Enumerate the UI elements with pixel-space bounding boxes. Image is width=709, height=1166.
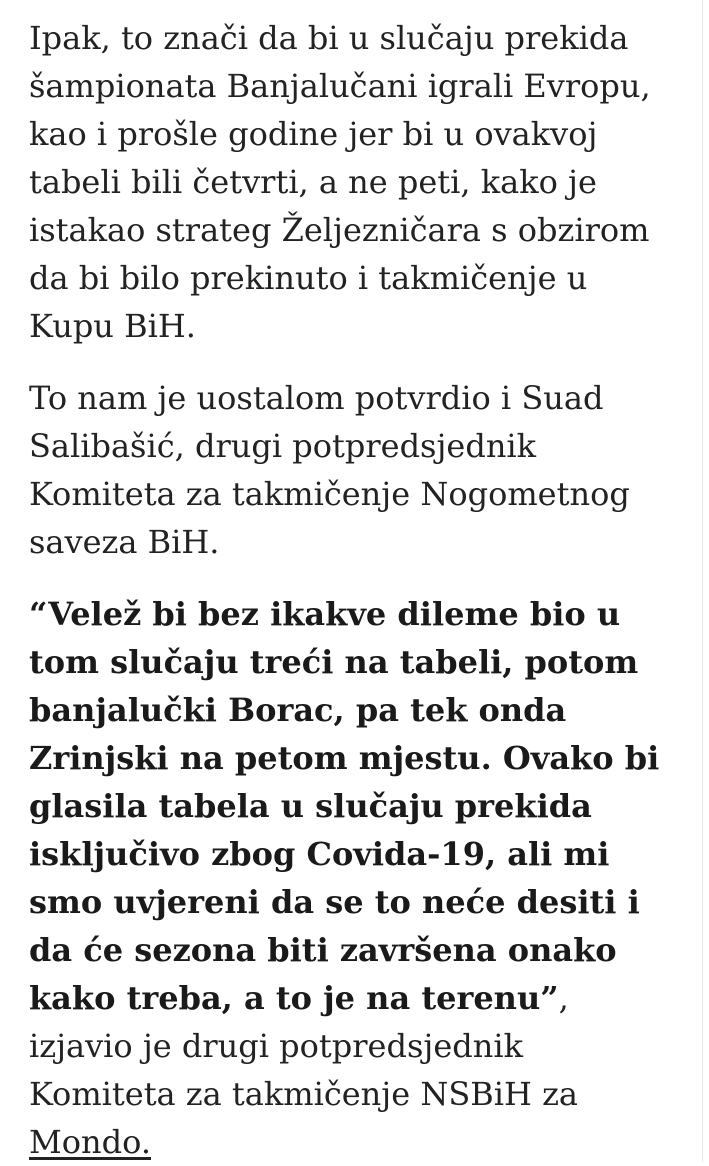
quote-text: “Velež bi bez ikakve dileme bio u tom slučaju treći na tabeli, potom banjalučki Borac, pa tek onda Zrinjski na petom mjestu. Ovako bi glasila tabela u slučaju prekida isključivo zbog Covida-19, ali mi smo uvjereni da se to neće desiti i da će sezona biti završena onako kako treba, a to je na terenu” [29, 595, 660, 1017]
article-body [29, 14, 679, 1166]
quote-attribution: , izjavio je drugi potpredsjednik Komiteta za takmičenje NSBiH za [29, 979, 578, 1113]
right-edge-divider [702, 0, 703, 1162]
source-link-mondo[interactable]: Mondo. [29, 1123, 151, 1161]
article-quote-paragraph [29, 590, 679, 1166]
article-paragraph-2: To nam je uostalom potvrdio i Suad Salibašić, drugi potpredsjednik Komiteta za takmičenje Nogometnog saveza BiH. [29, 379, 630, 561]
article-paragraph-1: Ipak, to znači da bi u slučaju prekida šampionata Banjalučani igrali Evropu, kao i prošle godine jer bi u ovakvoj tabeli bili četvrti, a ne peti, kako je istakao strateg Željezničara s obzirom da bi bilo prekinuto i takmičenje u Kupu BiH. [29, 19, 651, 345]
